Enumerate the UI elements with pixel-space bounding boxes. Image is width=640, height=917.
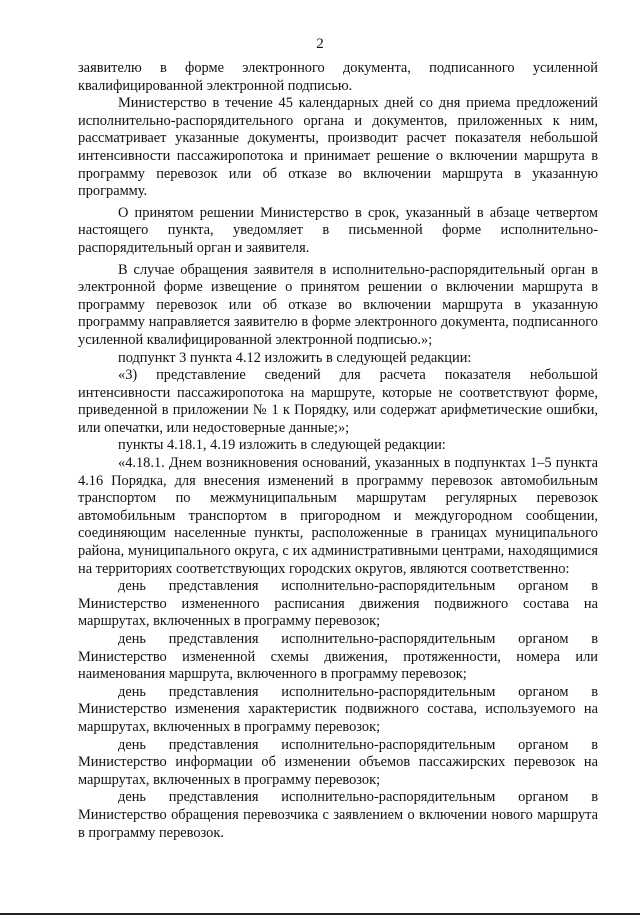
paragraph-6: «3) представление сведений для расчета показателя небольшой интенсивности пассажиропотока на маршруте, которые не соответствуют форме, приведенной в приложении № 1 к Порядку, или содержат арифметические ошибки, или опечатки, или недостоверные данные;»; <box>78 367 598 436</box>
paragraph-13: день представления исполнительно-распорядительным органом в Министерство обращения перевозчика с заявлением о включении нового маршрута в программу перевозок. <box>78 789 598 841</box>
paragraph-8: «4.18.1. Днем возникновения оснований, указанных в подпунктах 1–5 пункта 4.16 Порядка, для внесения изменений в программу перевозок автомобильным транспортом по межмуниципальным маршрутам регулярных перевозок автомобильным транспортом в пригородном и междугородном сообщении, соединяющим населенные пункты, расположенные в границах муниципального района, муниципального округа, с их административными центрами, находящимися на территориях соответствующих городских округов, являются соответственно: <box>78 455 598 577</box>
paragraph-11: день представления исполнительно-распорядительным органом в Министерство изменения характеристик подвижного состава, используемого на маршрутах, включенных в программу перевозок; <box>78 683 598 735</box>
paragraph-1: заявителю в форме электронного документа, подписанного усиленной квалифицированной электронной подписью. <box>78 60 598 94</box>
paragraph-5: подпункт 3 пункта 4.12 изложить в следующей редакции: <box>118 349 472 366</box>
paragraph-2: Министерство в течение 45 календарных дней со дня приема предложений исполнительно-распорядительного органа и документов, приложенных к ним, рассматривает указанные документы, производит расчет показателя небольшой интенсивности пассажиропотока и принимает решение о включении маршрута в программу перевозок или об отказе во включении маршрута в указанную программу. <box>78 95 598 200</box>
paragraph-4: В случае обращения заявителя в исполнительно-распорядительный орган в электронной форме извещение о принятом решении о включении маршрута в программу перевозок или об отказе во включении маршрута в указанную программу направляется заявителю в форме электронного документа, подписанного усиленной квалифицированной электронной подписью.»; <box>78 261 598 348</box>
document-body <box>78 60 598 842</box>
paragraph-10: день представления исполнительно-распорядительным органом в Министерство измененной схемы движения, протяженности, номера или наименования маршрута, включенного в программу перевозок; <box>78 631 598 683</box>
paragraph-7: пункты 4.18.1, 4.19 изложить в следующей редакции: <box>118 437 446 454</box>
page-number: 2 <box>316 36 324 52</box>
paragraph-9: день представления исполнительно-распорядительным органом в Министерство измененного расписания движения подвижного состава на маршрутах, включенных в программу перевозок; <box>78 578 598 630</box>
paragraph-3: О принятом решении Министерство в срок, указанный в абзаце четвертом настоящего пункта, уведомляет в письменной форме исполнительно-распорядительный орган и заявителя. <box>78 204 598 256</box>
scan-edge-divider <box>0 913 640 915</box>
paragraph-12: день представления исполнительно-распорядительным органом в Министерство информации об изменении объемов пассажирских перевозок на маршрутах, включенных в программу перевозок; <box>78 736 598 788</box>
